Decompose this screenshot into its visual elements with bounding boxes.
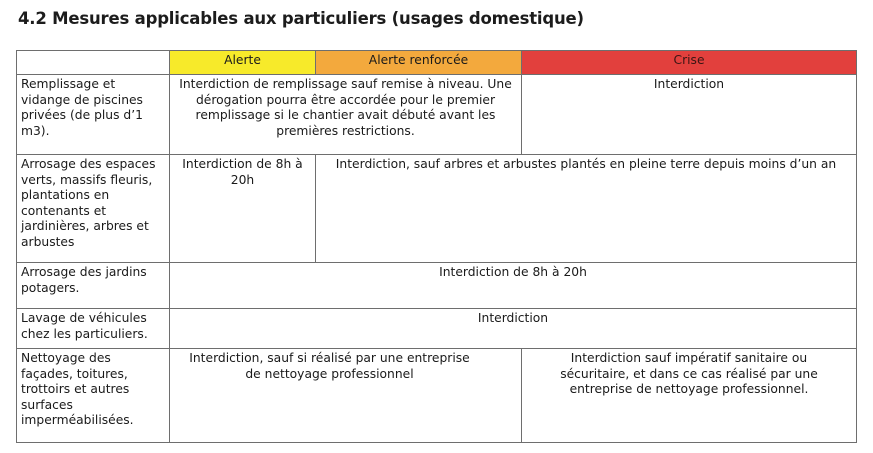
cell-vehicules-all: Interdiction	[170, 309, 857, 349]
cell-nettoyage-alerte-renforcee: Interdiction, sauf si réalisé par une entreprise de nettoyage professionnel	[170, 349, 522, 443]
header-alerte: Alerte	[170, 51, 316, 75]
cell-potagers-all: Interdiction de 8h à 20h	[170, 263, 857, 309]
table-row	[17, 349, 857, 443]
row-label-espaces-verts: Arrosage des espaces verts, massifs fleuris, plantations en contenants et jardinières, arbres et arbustes	[17, 155, 170, 263]
cell-espaces-verts-renforcee-crise: Interdiction, sauf arbres et arbustes plantés en pleine terre depuis moins d’un an	[316, 155, 857, 263]
measures-table	[16, 50, 857, 443]
header-empty-cell	[17, 51, 170, 75]
table-row	[17, 263, 857, 309]
table-row	[17, 75, 857, 155]
section-title: 4.2 Mesures applicables aux particuliers (usages domestique)	[18, 9, 584, 28]
table-row	[17, 155, 857, 263]
cell-espaces-verts-alerte: Interdiction de 8h à 20h	[170, 155, 316, 263]
cell-nettoyage-crise: Interdiction sauf impératif sanitaire ou sécuritaire, et dans ce cas réalisé par une entreprise de nettoyage professionnel.	[522, 349, 857, 443]
header-alerte-renforcee: Alerte renforcée	[316, 51, 522, 75]
row-label-piscines: Remplissage et vidange de piscines privées (de plus d’1 m3).	[17, 75, 170, 155]
row-label-vehicules: Lavage de véhicules chez les particuliers.	[17, 309, 170, 349]
cell-piscines-alerte-renforcee: Interdiction de remplissage sauf remise à niveau. Une dérogation pourra être accordée pour le premier remplissage si le chantier avait débuté avant les premières restrictions.	[170, 75, 522, 155]
row-label-nettoyage: Nettoyage des façades, toitures, trottoirs et autres surfaces imperméabilisées.	[17, 349, 170, 443]
row-label-potagers: Arrosage des jardins potagers.	[17, 263, 170, 309]
header-row	[17, 51, 857, 75]
header-crise: Crise	[522, 51, 857, 75]
cell-piscines-crise: Interdiction	[522, 75, 857, 155]
table-row	[17, 309, 857, 349]
